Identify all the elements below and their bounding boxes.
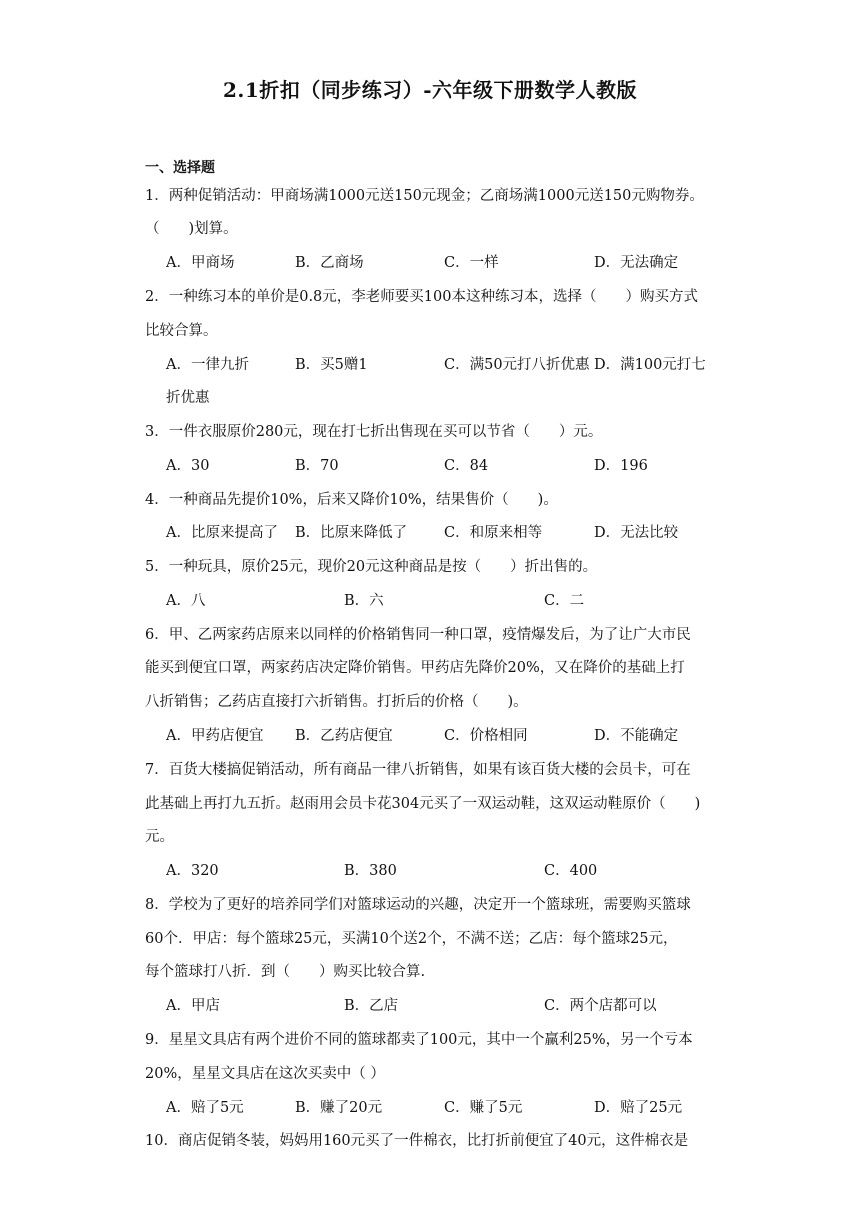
page-title: 2.1折扣（同步练习）-六年级下册数学人教版 — [222, 78, 638, 102]
section-heading: 一、选择题 — [145, 160, 215, 176]
question-5-option-a: A．八 — [166, 593, 206, 609]
question-3-option-c: C．84 — [444, 458, 489, 474]
question-7-option-a: A．320 — [166, 863, 219, 879]
question-9-line-1: 9．星星文具店有两个进价不同的篮球都卖了100元，其中一个赢利25%，另一个亏本 — [145, 1032, 693, 1048]
question-2-line-2: 比较合算。 — [145, 323, 218, 339]
question-1-option-b: B．乙商场 — [295, 255, 364, 271]
question-6-option-a: A．甲药店便宜 — [166, 728, 264, 744]
question-5-option-b: B．六 — [344, 593, 384, 609]
question-9-option-a: A．赔了5元 — [166, 1100, 244, 1116]
question-9-option-c: C．赚了5元 — [444, 1100, 523, 1116]
question-7-line-3: 元。 — [145, 829, 174, 845]
question-6-option-c: C．价格相同 — [444, 728, 528, 744]
question-8-option-a: A．甲店 — [166, 998, 220, 1014]
question-2-option-a: A．一律九折 — [166, 357, 249, 373]
question-9-option-d: D．赔了25元 — [594, 1100, 683, 1116]
question-6-option-d: D．不能确定 — [594, 728, 679, 744]
question-6-option-b: B．乙药店便宜 — [295, 728, 393, 744]
question-4-option-a: A．比原来提高了 — [166, 525, 278, 541]
question-3-line-1: 3．一件衣服原价280元，现在打七折出售现在买可以节省（ ）元。 — [145, 424, 603, 440]
question-8-line-3: 每个篮球打八折．到（ ）购买比较合算. — [145, 964, 426, 980]
question-5-option-c: C．二 — [544, 593, 585, 609]
question-7-option-c: C．400 — [544, 863, 598, 879]
question-6-line-3: 八折销售；乙药店直接打六折销售。打折后的价格（ )。 — [145, 694, 528, 710]
question-2-option-d: D．满100元打七 — [594, 357, 706, 373]
question-8-option-b: B．乙店 — [344, 998, 399, 1014]
question-4-option-b: B．比原来降低了 — [295, 525, 408, 541]
question-2-option-c: C．满50元打八折优惠 — [444, 357, 590, 373]
question-3-option-d: D．196 — [594, 458, 648, 474]
question-7-line-2: 此基础上再打九五折。赵雨用会员卡花304元买了一双运动鞋，这双运动鞋原价（ ) — [145, 796, 701, 812]
question-6-line-2: 能买到便宜口罩，两家药店决定降价销售。甲药店先降价20%，又在降价的基础上打 — [145, 660, 685, 676]
question-1-option-d: D．无法确定 — [594, 255, 679, 271]
question-1-option-c: C．一样 — [444, 255, 499, 271]
question-5-line-1: 5．一种玩具，原价25元，现价20元这种商品是按（ ）折出售的。 — [145, 559, 598, 575]
question-4-option-d: D．无法比较 — [594, 525, 679, 541]
question-2-line-1: 2．一种练习本的单价是0.8元，李老师要买100本这种练习本，选择（ ）购买方式 — [145, 289, 698, 305]
question-3-option-b: B．70 — [295, 458, 339, 474]
question-2-option-d-continued: 折优惠 — [166, 390, 210, 406]
question-1-line-2: （ )划算。 — [145, 221, 238, 237]
question-8-option-c: C．两个店都可以 — [544, 998, 657, 1014]
question-8-line-2: 60个．甲店：每个篮球25元，买满10个送2个，不满不送；乙店：每个篮球25元， — [145, 931, 678, 947]
question-6-line-1: 6．甲、乙两家药店原来以同样的价格销售同一种口罩，疫情爆发后，为了让广大市民 — [145, 627, 691, 643]
question-1-line-1: 1．两种促销活动：甲商场满1000元送150元现金；乙商场满1000元送150元购物券。 — [145, 188, 704, 204]
question-2-option-b: B．买5赠1 — [295, 357, 368, 373]
question-4-option-c: C．和原来相等 — [444, 525, 543, 541]
question-7-line-1: 7．百货大楼搞促销活动，所有商品一律八折销售，如果有该百货大楼的会员卡，可在 — [145, 762, 691, 778]
question-7-option-b: B．380 — [344, 863, 397, 879]
question-8-line-1: 8．学校为了更好的培养同学们对篮球运动的兴趣，决定开一个篮球班，需要购买篮球 — [145, 897, 691, 913]
question-10-line-1: 10．商店促销冬装，妈妈用160元买了一件棉衣，比打折前便宜了40元，这件棉衣是 — [145, 1133, 689, 1149]
question-4-line-1: 4．一种商品先提价10%，后来又降价10%，结果售价（ )。 — [145, 492, 558, 508]
question-3-option-a: A．30 — [166, 458, 210, 474]
question-9-option-b: B．赚了20元 — [295, 1100, 383, 1116]
question-1-option-a: A．甲商场 — [166, 255, 235, 271]
question-9-line-2: 20%，星星文具店在这次买卖中（ ） — [145, 1066, 385, 1082]
